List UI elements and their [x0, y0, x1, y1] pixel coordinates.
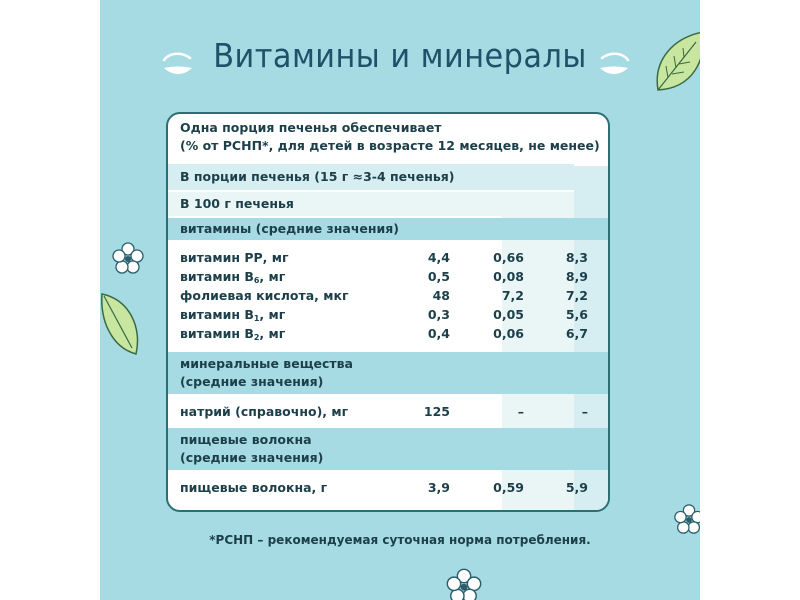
rsnp-value: 6,7 [565, 326, 588, 341]
per100-value: 0,5 [427, 269, 450, 284]
per100-value: 3,9 [427, 480, 450, 495]
row-label: фолиевая кислота, мкг [180, 288, 349, 303]
portion-value: – [517, 404, 524, 419]
minerals-section-band [168, 352, 610, 394]
rsnp-value: 7,2 [565, 288, 588, 303]
row-label-subscript: 2 [253, 333, 260, 342]
per100-header-text: В 100 г печенья [180, 196, 294, 211]
row-label: витамин $В_2$, мг [180, 326, 286, 342]
row-label: натрий (справочно), мг [180, 404, 349, 419]
table-row-fiber [168, 480, 608, 498]
portion-header [168, 164, 574, 190]
row-label-subscript: 6 [253, 276, 260, 285]
per100-header [168, 192, 502, 216]
rsnp-value: 8,3 [565, 250, 588, 265]
rsnp-value: 8,9 [565, 269, 588, 284]
per100-value: 125 [423, 404, 450, 419]
table-row-sodium [168, 404, 608, 422]
footnote: *РСНП – рекомендуемая суточная норма потребления. [209, 533, 591, 547]
portion-value: 0,59 [493, 480, 524, 495]
header-line-2: (% от РСНП*, для детей в возрасте 12 месяцев, не менее) [180, 138, 600, 153]
rsnp-value: 5,9 [565, 480, 588, 495]
portion-value: 0,08 [493, 269, 524, 284]
table-row [168, 326, 608, 344]
row-label: витамин РР, мг [180, 250, 289, 265]
table-row [168, 250, 608, 268]
row-label-subscript: 1 [253, 314, 260, 323]
per100-value: 48 [432, 288, 450, 303]
nutrition-table [166, 112, 610, 512]
flower-icon [444, 566, 484, 600]
portion-value: 0,66 [493, 250, 524, 265]
portion-header-text: В порции печенья (15 г ≈3-4 печенья) [180, 169, 455, 184]
fiber-section-title-1: пищевые волокна [180, 432, 312, 447]
table-row [168, 288, 608, 306]
portion-value: 0,05 [493, 307, 524, 322]
rsnp-value: – [581, 404, 588, 419]
flower-icon [110, 240, 146, 276]
table-row [168, 307, 608, 325]
flower-icon [672, 502, 700, 536]
per100-value: 0,3 [427, 307, 450, 322]
minerals-section-title-2: (средние значения) [180, 374, 324, 389]
portion-value: 0,06 [493, 326, 524, 341]
per100-value: 0,4 [427, 326, 450, 341]
table-row [168, 269, 608, 287]
rsnp-value: 5,6 [565, 307, 588, 322]
fiber-section-title-2: (средние значения) [180, 450, 324, 465]
vitamins-section-title: витамины (средние значения) [180, 221, 400, 236]
page-title: Витамины и минералы [213, 36, 587, 75]
leaf-icon [100, 288, 144, 358]
row-label: пищевые волокна, г [180, 480, 328, 495]
infographic-panel [100, 0, 700, 600]
row-label: витамин $В_1$, мг [180, 307, 286, 323]
header-line-1: Одна порция печенья обеспечивает [180, 120, 442, 135]
portion-value: 7,2 [501, 288, 524, 303]
row-label: витамин $В_6$, мг [180, 269, 286, 285]
minerals-section-title-1: минеральные вещества [180, 356, 353, 371]
per100-value: 4,4 [427, 250, 450, 265]
fiber-section-band [168, 428, 610, 470]
vitamins-section-band [168, 218, 610, 240]
